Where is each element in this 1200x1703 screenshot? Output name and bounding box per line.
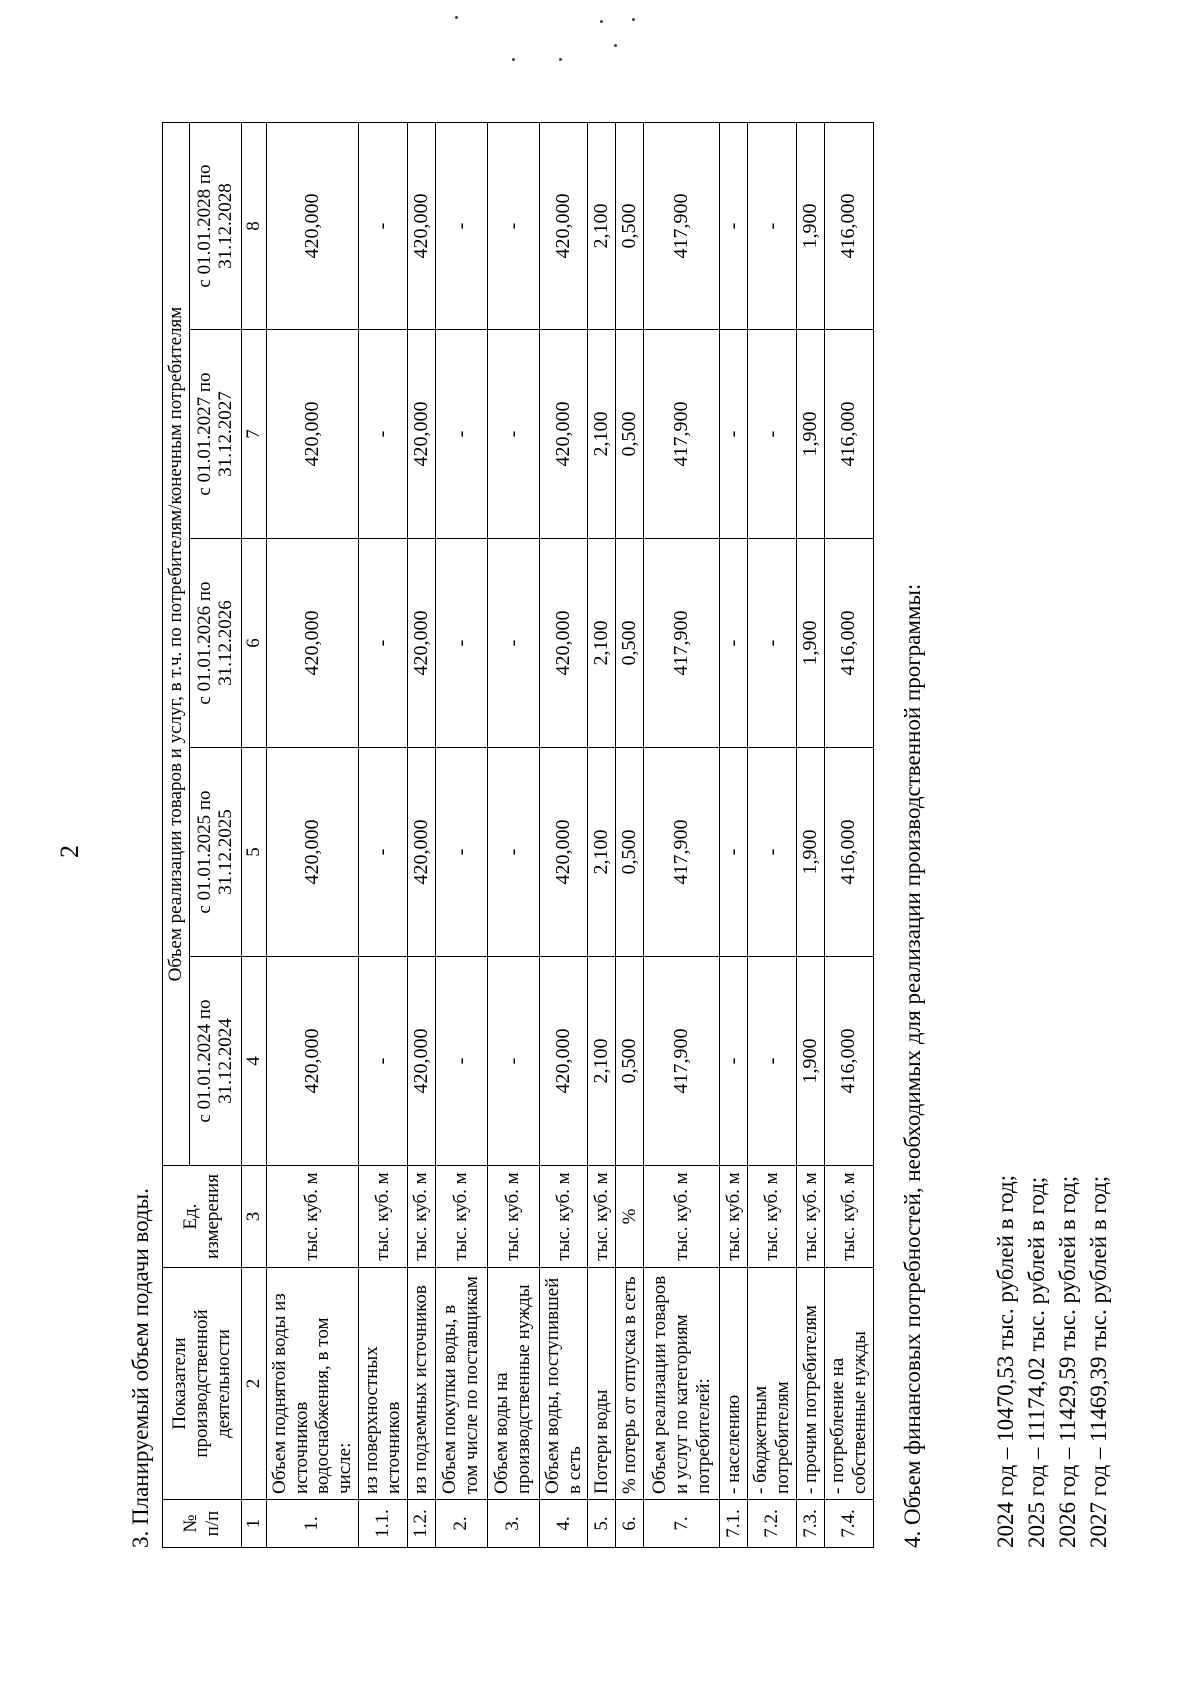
row-value: - (720, 123, 748, 330)
row-number: 6. (616, 1500, 644, 1548)
row-unit: тыс. куб. м (588, 1166, 616, 1268)
row-value: 1,900 (797, 748, 825, 957)
row-value: 2,100 (588, 957, 616, 1166)
row-value: - (435, 539, 487, 748)
row-number: 4. (539, 1500, 588, 1548)
row-value: - (487, 539, 539, 748)
row-value: - (748, 330, 797, 539)
header-period-2025: с 01.01.2025 по 31.12.2025 (189, 748, 241, 957)
row-unit: тыс. куб. м (644, 1166, 720, 1268)
row-value: 420,000 (407, 957, 435, 1166)
header-indicator: Показатели производственной деятельности (163, 1268, 242, 1500)
row-value: - (748, 539, 797, 748)
row-indicator: Объем покупки воды, в том числе по поставщикам (435, 1268, 487, 1500)
header-period-2026: с 01.01.2026 по 31.12.2026 (189, 539, 241, 748)
row-value: 0,500 (616, 330, 644, 539)
column-index: 1 (241, 1500, 266, 1548)
row-value: 420,000 (266, 330, 358, 539)
row-value: - (435, 748, 487, 957)
row-indicator: Объем воды на производственные нужды (487, 1268, 539, 1500)
header-period-2027: с 01.01.2027 по 31.12.2027 (189, 330, 241, 539)
row-value: 1,900 (797, 123, 825, 330)
row-value: - (359, 539, 408, 748)
header-period-2024: с 01.01.2024 по 31.12.2024 (189, 957, 241, 1166)
header-period-2028: с 01.01.2028 по 31.12.2028 (189, 123, 241, 330)
header-unit: Ед. измерения (163, 1166, 242, 1268)
row-value: 416,000 (825, 748, 874, 957)
row-number: 7.3. (797, 1500, 825, 1548)
section-4-title: 4. Объем финансовых потребностей, необходимых для реализации производственной программы: (900, 583, 925, 1548)
row-value: - (435, 957, 487, 1166)
row-value: 2,100 (588, 539, 616, 748)
row-value: - (359, 330, 408, 539)
row-value: - (487, 957, 539, 1166)
financial-line-2026: 2026 год – 11429,59 тыс. рублей в год; (1055, 1175, 1080, 1548)
row-value: 420,000 (407, 748, 435, 957)
row-indicator: - прочим потребителям (797, 1268, 825, 1500)
row-value: 417,900 (644, 330, 720, 539)
row-unit: тыс. куб. м (539, 1166, 588, 1268)
row-value: - (359, 123, 408, 330)
row-value: - (720, 748, 748, 957)
row-number: 2. (435, 1500, 487, 1548)
row-value: - (720, 539, 748, 748)
page-number: 2 (55, 845, 84, 858)
row-number: 7. (644, 1500, 720, 1548)
row-number: 7.1. (720, 1500, 748, 1548)
financial-line-2025: 2025 год – 11174,02 тыс. рублей в год; (1024, 1176, 1049, 1548)
row-number: 7.4. (825, 1500, 874, 1548)
section-3-title: 3. Планируемый объем подачи воды. (128, 1188, 153, 1548)
row-indicator: - бюджетным потребителям (748, 1268, 797, 1500)
row-indicator: из поверхностных источников (359, 1268, 408, 1500)
row-number: 1.2. (407, 1500, 435, 1548)
table-row (539, 123, 588, 1548)
column-index: 4 (241, 957, 266, 1166)
row-value: - (487, 748, 539, 957)
row-value: 417,900 (644, 748, 720, 957)
row-unit: % (616, 1166, 644, 1268)
row-value: 416,000 (825, 123, 874, 330)
row-value: - (435, 123, 487, 330)
table-row (487, 123, 539, 1548)
row-number: 7.2. (748, 1500, 797, 1548)
row-number: 1.1. (359, 1500, 408, 1548)
row-unit: тыс. куб. м (797, 1166, 825, 1268)
header-no: № п/п (163, 1500, 242, 1548)
row-unit: тыс. куб. м (266, 1166, 358, 1268)
row-indicator: - населению (720, 1268, 748, 1500)
row-value: - (435, 330, 487, 539)
table-row (644, 123, 720, 1548)
row-value: - (487, 123, 539, 330)
row-unit: тыс. куб. м (720, 1166, 748, 1268)
row-value: 420,000 (539, 957, 588, 1166)
row-value: 2,100 (588, 748, 616, 957)
row-unit: тыс. куб. м (748, 1166, 797, 1268)
table-row (616, 123, 644, 1548)
row-value: 1,900 (797, 957, 825, 1166)
table-row (588, 123, 616, 1548)
table-row (797, 123, 825, 1548)
financial-line-2024: 2024 год – 10470,53 тыс. рублей в год; (993, 1174, 1018, 1548)
header-group: Объем реализации товаров и услуг, в т.ч. по потребителям/конечным потребителям (163, 123, 190, 1166)
row-value: - (748, 957, 797, 1166)
row-value: 416,000 (825, 957, 874, 1166)
row-value: 1,900 (797, 539, 825, 748)
row-value: 1,900 (797, 330, 825, 539)
row-value: 0,500 (616, 957, 644, 1166)
row-number: 3. (487, 1500, 539, 1548)
column-index: 3 (241, 1166, 266, 1268)
column-index: 2 (241, 1268, 266, 1500)
row-value: - (748, 748, 797, 957)
column-index: 6 (241, 539, 266, 748)
row-unit: тыс. куб. м (435, 1166, 487, 1268)
table-row (266, 123, 358, 1548)
row-number: 5. (588, 1500, 616, 1548)
row-value: 417,900 (644, 539, 720, 748)
row-indicator: - потребление на собственные нужды (825, 1268, 874, 1500)
row-unit: тыс. куб. м (359, 1166, 408, 1268)
row-value: - (359, 957, 408, 1166)
row-value: 420,000 (407, 330, 435, 539)
row-indicator: из подземных источников (407, 1268, 435, 1500)
table-row (720, 123, 748, 1548)
row-value: 420,000 (539, 123, 588, 330)
row-value: 420,000 (407, 539, 435, 748)
row-value: 0,500 (616, 123, 644, 330)
row-value: - (359, 748, 408, 957)
row-value: 2,100 (588, 330, 616, 539)
row-value: 420,000 (539, 539, 588, 748)
table-body (266, 123, 873, 1548)
table-row (825, 123, 874, 1548)
row-value: 0,500 (616, 539, 644, 748)
row-value: - (748, 123, 797, 330)
financial-line-2027: 2027 год – 11469,39 тыс. рублей в год; (1086, 1175, 1111, 1548)
row-unit: тыс. куб. м (825, 1166, 874, 1268)
row-value: 416,000 (825, 539, 874, 748)
column-index: 7 (241, 330, 266, 539)
row-value: 420,000 (539, 748, 588, 957)
water-supply-table (162, 122, 874, 1548)
row-value: 420,000 (266, 123, 358, 330)
row-value: - (487, 330, 539, 539)
row-value: 416,000 (825, 330, 874, 539)
row-indicator: Объем реализации товаров и услуг по категориям потребителей: (644, 1268, 720, 1500)
row-value: - (720, 330, 748, 539)
row-value: 420,000 (266, 539, 358, 748)
table-row (435, 123, 487, 1548)
row-value: 417,900 (644, 123, 720, 330)
row-value: - (720, 957, 748, 1166)
row-value: 420,000 (266, 957, 358, 1166)
row-value: 0,500 (616, 748, 644, 957)
row-indicator: % потерь от отпуска в сеть (616, 1268, 644, 1500)
row-number: 1. (266, 1500, 358, 1548)
row-indicator: Объем поднятой воды из источников водоснабжения, в том числе: (266, 1268, 358, 1500)
column-index: 8 (241, 123, 266, 330)
row-value: 417,900 (644, 957, 720, 1166)
financial-needs-list (990, 1175, 1114, 1548)
table-row (748, 123, 797, 1548)
table-row (407, 123, 435, 1548)
row-unit: тыс. куб. м (407, 1166, 435, 1268)
row-indicator: Потери воды (588, 1268, 616, 1500)
row-value: 420,000 (407, 123, 435, 330)
row-unit: тыс. куб. м (487, 1166, 539, 1268)
row-value: 420,000 (539, 330, 588, 539)
row-value: 420,000 (266, 748, 358, 957)
column-index: 5 (241, 748, 266, 957)
table-row (359, 123, 408, 1548)
row-value: 2,100 (588, 123, 616, 330)
row-indicator: Объем воды, поступившей в сеть (539, 1268, 588, 1500)
